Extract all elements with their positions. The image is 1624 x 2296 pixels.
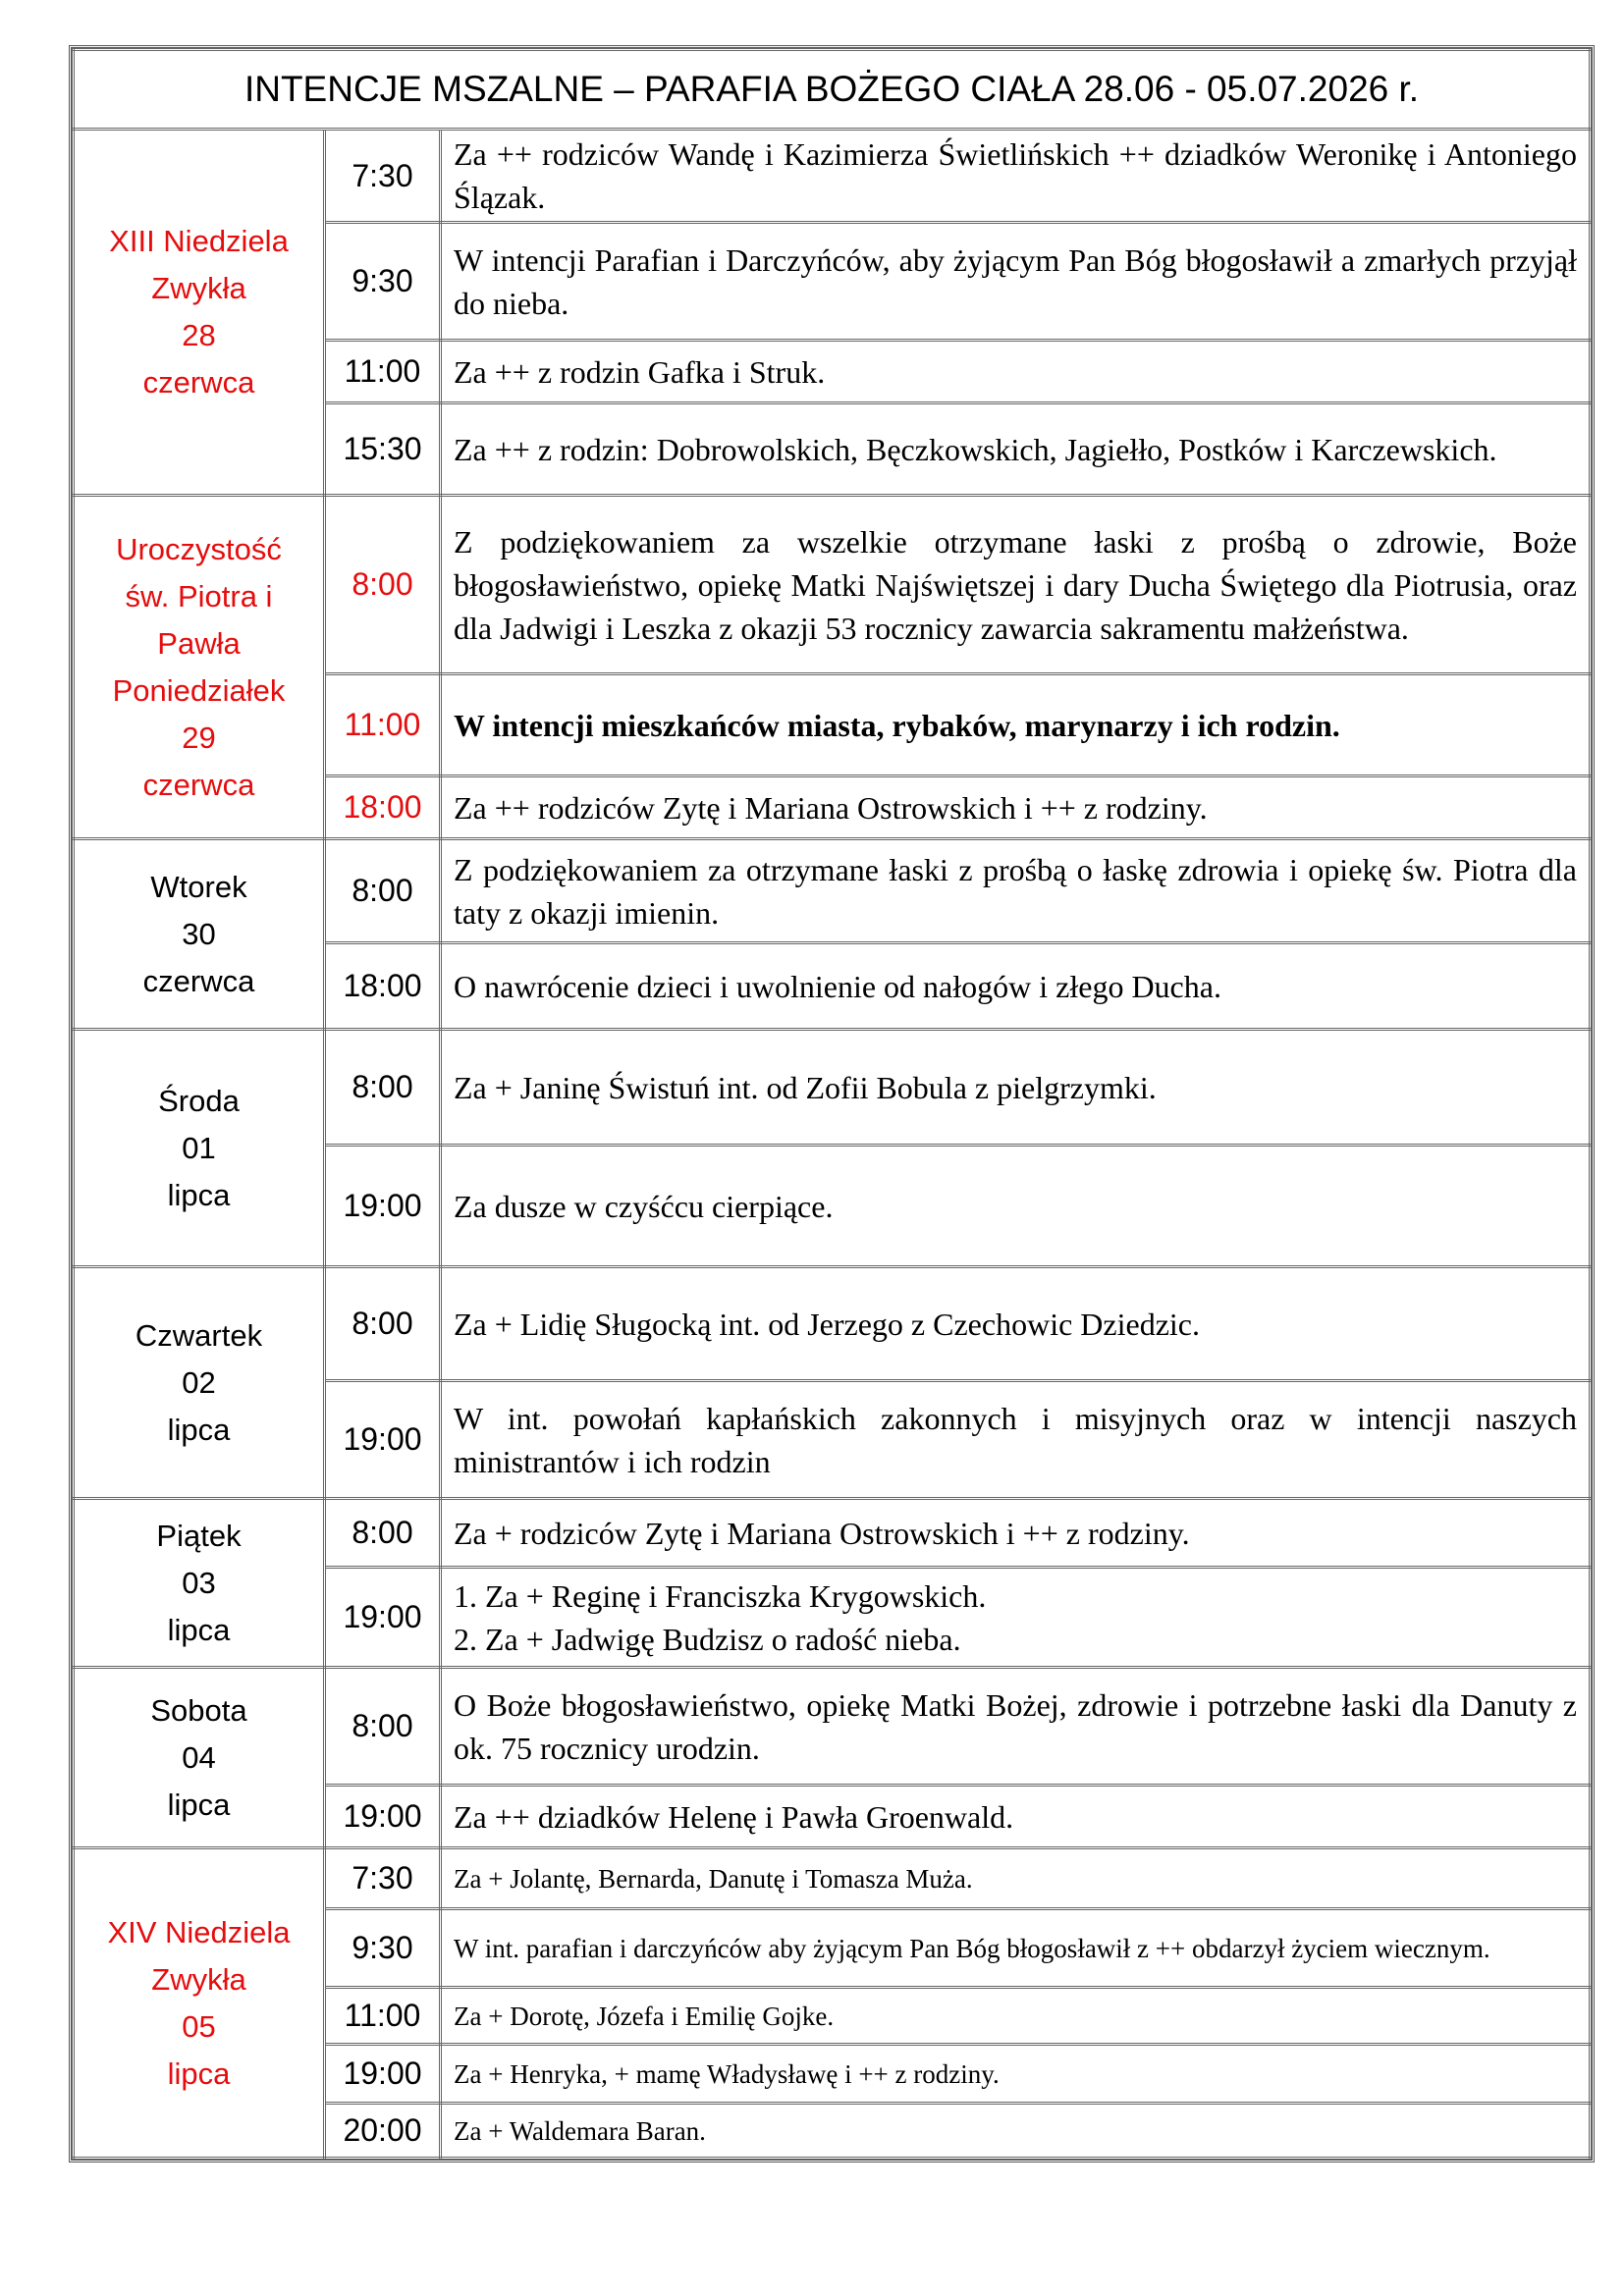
mass-time: 8:00 bbox=[325, 1267, 441, 1381]
day-number: 01 bbox=[182, 1130, 216, 1165]
day-cell-saturday-04 bbox=[74, 1668, 325, 1848]
mass-intention: Za + Waldemara Baran. bbox=[441, 2104, 1591, 2159]
day-name-line2: Zwykła bbox=[151, 1961, 246, 1997]
day-name: Wtorek bbox=[150, 869, 247, 904]
mass-intention: Za ++ dziadków Helenę i Pawła Groenwald. bbox=[441, 1786, 1591, 1848]
day-number: 03 bbox=[182, 1565, 216, 1600]
mass-time: 19:00 bbox=[325, 1786, 441, 1848]
month-name: lipca bbox=[167, 1787, 231, 1822]
day-name: Środa bbox=[158, 1083, 240, 1118]
weekday-name: Poniedziałek bbox=[112, 672, 286, 708]
mass-time: 9:30 bbox=[325, 223, 441, 341]
month-name: czerwca bbox=[142, 365, 255, 400]
mass-intention: Za ++ z rodzin: Dobrowolskich, Bęczkowskich, Jagiełło, Postków i Karczewskich. bbox=[441, 403, 1591, 496]
mass-time: 9:30 bbox=[325, 1909, 441, 1988]
day-number: 05 bbox=[182, 2008, 216, 2044]
mass-intention: Za + Henryka, + mamę Władysławę i ++ z rodziny. bbox=[441, 2045, 1591, 2104]
day-number: 30 bbox=[182, 916, 216, 951]
mass-time: 19:00 bbox=[325, 1381, 441, 1499]
day-name-line2: św. Piotra i bbox=[125, 578, 273, 614]
day-cell-friday-03 bbox=[74, 1499, 325, 1668]
mass-time: 19:00 bbox=[325, 2045, 441, 2104]
day-name: Uroczystość bbox=[116, 531, 282, 566]
mass-time: 8:00 bbox=[325, 839, 441, 943]
mass-time: 15:30 bbox=[325, 403, 441, 496]
intention-line: 1. Za + Reginę i Franciszka Krygowskich. bbox=[454, 1577, 987, 1614]
day-name-line3: Pawła bbox=[157, 625, 241, 661]
day-cell-wednesday-01 bbox=[74, 1030, 325, 1267]
day-number: 29 bbox=[182, 720, 216, 755]
mass-intention: Za ++ z rodzin Gafka i Struk. bbox=[441, 341, 1591, 403]
mass-time: 11:00 bbox=[325, 674, 441, 776]
day-name: Piątek bbox=[156, 1518, 242, 1553]
mass-intention: W intencji Parafian i Darczyńców, aby żyjącym Pan Bóg błogosławił a zmarłych przyjął do nieba. bbox=[441, 223, 1591, 341]
mass-time: 20:00 bbox=[325, 2104, 441, 2159]
mass-intention: Z podziękowaniem za otrzymane łaski z prośbą o łaskę zdrowia i opiekę św. Piotra dla taty z okazji imienin. bbox=[441, 839, 1591, 943]
mass-intention: Za ++ rodziców Wandę i Kazimierza Świetlińskich ++ dziadków Weronikę i Antoniego Ślązak. bbox=[441, 130, 1591, 223]
mass-intention: Z podziękowaniem za wszelkie otrzymane łaski z prośbą o zdrowie, Boże błogosławieństwo, opiekę Matki Najświętszej i dary Ducha Świętego dla Piotrusia, oraz dla Jadwigi i Leszka z okazji 53 rocznicy zawarcia sakramentu małżeństwa. bbox=[441, 496, 1591, 674]
mass-time: 8:00 bbox=[325, 1499, 441, 1568]
mass-time: 8:00 bbox=[325, 1668, 441, 1786]
mass-intention: Za ++ rodziców Zytę i Mariana Ostrowskich i ++ z rodziny. bbox=[441, 776, 1591, 839]
day-number: 28 bbox=[182, 318, 216, 352]
month-name: czerwca bbox=[142, 767, 255, 802]
day-name-line2: Zwykła bbox=[151, 271, 246, 305]
mass-intention: O nawrócenie dzieci i uwolnienie od nałogów i złego Ducha. bbox=[441, 943, 1591, 1030]
mass-intention: Za + rodziców Zytę i Mariana Ostrowskich i ++ z rodziny. bbox=[441, 1499, 1591, 1568]
day-cell-tuesday-30 bbox=[74, 839, 325, 1030]
mass-time: 18:00 bbox=[325, 943, 441, 1030]
month-name: lipca bbox=[167, 2056, 231, 2091]
day-cell-sunday-28 bbox=[74, 130, 325, 496]
day-number: 04 bbox=[182, 1739, 216, 1775]
mass-intention: Za + Jolantę, Bernarda, Danutę i Tomasza Muża. bbox=[441, 1848, 1591, 1909]
intention-line: 2. Za + Jadwigę Budzisz o radość nieba. bbox=[454, 1621, 961, 1657]
mass-time: 19:00 bbox=[325, 1568, 441, 1668]
mass-time: 19:00 bbox=[325, 1146, 441, 1267]
month-name: lipca bbox=[167, 1177, 231, 1212]
day-cell-thursday-02 bbox=[74, 1267, 325, 1499]
page-title: INTENCJE MSZALNE – PARAFIA BOŻEGO CIAŁA 28.06 - 05.07.2026 r. bbox=[74, 50, 1591, 130]
month-name: lipca bbox=[167, 1412, 231, 1447]
mass-time: 18:00 bbox=[325, 776, 441, 839]
mass-time: 8:00 bbox=[325, 496, 441, 674]
day-name: Sobota bbox=[150, 1692, 247, 1728]
day-name: XIII Niedziela bbox=[109, 224, 289, 258]
mass-time: 11:00 bbox=[325, 1988, 441, 2045]
mass-time: 8:00 bbox=[325, 1030, 441, 1146]
mass-time: 11:00 bbox=[325, 341, 441, 403]
mass-intention: Za + Janinę Świstuń int. od Zofii Bobula z pielgrzymki. bbox=[441, 1030, 1591, 1146]
mass-intention bbox=[441, 1568, 1591, 1668]
mass-time: 7:30 bbox=[325, 1848, 441, 1909]
mass-intention: Za dusze w czyśćcu cierpiące. bbox=[441, 1146, 1591, 1267]
month-name: lipca bbox=[167, 1612, 231, 1647]
mass-intention: W intencji mieszkańców miasta, rybaków, marynarzy i ich rodzin. bbox=[441, 674, 1591, 776]
mass-intention: Za + Dorotę, Józefa i Emilię Gojke. bbox=[441, 1988, 1591, 2045]
day-name: XIV Niedziela bbox=[107, 1914, 291, 1949]
day-number: 02 bbox=[182, 1364, 216, 1400]
day-cell-sunday-05 bbox=[74, 1848, 325, 2159]
mass-intention: W int. powołań kapłańskich zakonnych i misyjnych oraz w intencji naszych ministrantów i ich rodzin bbox=[441, 1381, 1591, 1499]
intentions-sheet bbox=[69, 45, 1595, 2163]
mass-time: 7:30 bbox=[325, 130, 441, 223]
mass-intention: Za + Lidię Sługocką int. od Jerzego z Czechowic Dziedzic. bbox=[441, 1267, 1591, 1381]
intentions-table bbox=[72, 48, 1592, 2160]
mass-intention: W int. parafian i darczyńców aby żyjącym Pan Bóg błogosławił z ++ obdarzył życiem wiecznym. bbox=[441, 1909, 1591, 1988]
mass-intention: O Boże błogosławieństwo, opiekę Matki Bożej, zdrowie i potrzebne łaski dla Danuty z ok. 75 rocznicy urodzin. bbox=[441, 1668, 1591, 1786]
day-cell-monday-29 bbox=[74, 496, 325, 839]
month-name: czerwca bbox=[142, 963, 255, 998]
day-name: Czwartek bbox=[135, 1317, 263, 1353]
